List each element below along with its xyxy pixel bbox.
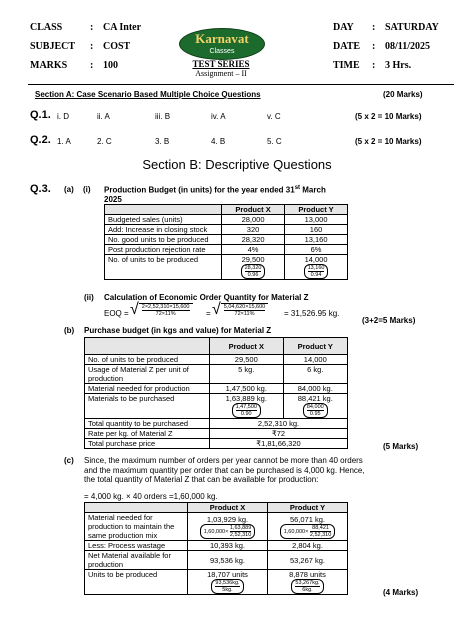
formula-denominator: 5kg. (222, 587, 233, 593)
table-cell: 28,320 (222, 235, 285, 245)
table-cell: Post production rejection rate (105, 245, 222, 255)
formula-denominator: 2,52,310 (229, 531, 252, 538)
formula-numerator: 88,421 (310, 525, 331, 532)
class-label: CLASS (30, 22, 63, 33)
c-paragraph: Since, the maximum number of orders per year cannot be more than 40 orders and the maximum quantity per order that can be purchased is 4,000 kg. Hence, the total quantity of Material Z that can be available for production: (84, 456, 365, 484)
table-header-cell: Product X (222, 205, 285, 215)
table-cell: Material needed for production (85, 384, 210, 394)
purchase-budget-title: Purchase budget (in kgs and value) for Material Z (84, 326, 272, 335)
table-row (85, 570, 348, 595)
table-cell: ₹1,81,66,320 (210, 439, 348, 449)
marks-label: MARKS (30, 60, 68, 71)
q1-answer: iii. B (155, 112, 171, 121)
b-marks: (5 Marks) (383, 442, 419, 451)
formula-denominator: 0.96 (247, 272, 259, 278)
purchase-value: 88,421 kg. (297, 394, 333, 403)
eoq-title: Calculation of Economic Order Quantity for Material Z (104, 293, 309, 302)
formula-fraction (230, 525, 251, 538)
table-cell: No. good units to be produced (105, 235, 222, 245)
table-cell: 2,52,310 kg. (210, 419, 348, 429)
q2-answer: 5. C (267, 137, 282, 146)
table-cell: 14,000 (283, 355, 347, 365)
class-value: CA Inter (103, 22, 142, 33)
table-cell: 93,536 kg. (188, 551, 268, 570)
table-cell: Add: Increase in closing stock (105, 225, 222, 235)
table-cell: Total purchase price (85, 439, 210, 449)
table-cell: Rate per kg. of Material Z (85, 429, 210, 439)
eoq-sqrt-2 (212, 302, 268, 320)
purchase-value: 1,63,889 kg. (225, 394, 267, 403)
table-cell: 10,393 kg. (188, 541, 268, 551)
date-value: 08/11/2025 (385, 41, 431, 52)
formula-bubble (280, 524, 336, 539)
table-header-row (85, 503, 348, 513)
subject-label: SUBJECT (30, 41, 76, 52)
table-header-row (85, 338, 348, 355)
table-header-cell (85, 338, 210, 355)
formula-numerator: 93,536kg. (215, 580, 240, 586)
class-colon: : (90, 22, 94, 33)
table-cell (268, 570, 348, 595)
sqrt-icon: √ (212, 301, 221, 318)
production-budget-title (104, 185, 326, 195)
q1-answer: iv. A (211, 112, 226, 121)
eoq-lhs: EOQ = (104, 309, 129, 318)
mix-value: 56,071 kg. (289, 514, 326, 524)
production-title-text: Production Budget (in units) for the year ended 31 (104, 185, 295, 195)
logo-subtitle: Classes (209, 48, 235, 55)
formula-denominator: 0.95 (309, 411, 321, 417)
day-label: DAY (333, 22, 354, 33)
q2-label: Q.2. (30, 134, 51, 146)
marks-value: 100 (103, 60, 118, 71)
date-label: DATE (333, 41, 361, 52)
table-cell: No. of units to be produced (85, 355, 210, 365)
table-cell: 29,500 (210, 355, 284, 365)
units-value: 29,500 (241, 255, 265, 264)
day-colon: : (372, 22, 376, 33)
subject-value: COST (103, 41, 131, 52)
table-cell: 6 kg. (283, 365, 347, 384)
part-ii-label: (ii) (84, 293, 94, 302)
q1-answer: i. D (57, 112, 69, 121)
section-a-title: Section A: Case Scenario Based Multiple Choice Questions (35, 90, 261, 99)
logo-title: Karnavat (195, 31, 249, 46)
table-header-cell: Product X (210, 338, 284, 355)
formula-numerator: 84,000 (306, 404, 324, 410)
units-value: 8,878 units (289, 570, 326, 579)
table-cell: 84,000 kg. (283, 384, 347, 394)
production-title-sup: st (294, 185, 301, 191)
table-cell: Usage of Material Z per unit of production (85, 365, 210, 384)
eoq-fraction-2 (221, 303, 268, 317)
eoq-denominator: 72×11% (155, 311, 176, 317)
table-cell: ₹72 (210, 429, 348, 439)
header-divider (28, 84, 454, 85)
q1-label: Q.1. (30, 109, 51, 121)
q1-answer: ii. A (97, 112, 110, 121)
table-header-cell: Product Y (283, 338, 347, 355)
marks-colon: : (90, 60, 94, 71)
table-cell: 320 (222, 225, 285, 235)
table-row (85, 355, 348, 365)
time-label: TIME (333, 60, 360, 71)
purchase-budget-table (84, 337, 348, 449)
table-cell: 160 (285, 225, 348, 235)
table-header-row (105, 205, 348, 215)
units-value: 18,707 units (207, 570, 248, 579)
sqrt-icon: √ (130, 301, 139, 318)
table-cell: Less: Process wastage (85, 541, 188, 551)
formula-numerator: 1,63,889 (229, 524, 252, 531)
c-calculation: = 4,000 kg. × 40 orders =1,60,000 kg. (84, 492, 218, 501)
time-colon: : (372, 60, 376, 71)
table-cell (210, 394, 284, 419)
q2-answer: 4. B (211, 137, 226, 146)
subject-colon: : (90, 41, 94, 52)
table-cell: Materials to be purchased (85, 394, 210, 419)
formula-numerator: 1,47,500 (235, 404, 257, 410)
section-b-title: Section B: Descriptive Questions (142, 157, 332, 172)
karnavat-logo (179, 28, 265, 60)
mix-value: 1,03,929 kg. (206, 514, 249, 524)
assignment-label: Assignment – II (195, 69, 247, 78)
table-row (105, 245, 348, 255)
table-row (85, 541, 348, 551)
table-header-cell: Product X (188, 503, 268, 513)
part-b-label: (b) (64, 326, 75, 335)
part-a-label: (a) (64, 185, 74, 194)
section-a-marks: (20 Marks) (383, 90, 423, 99)
table-row (105, 235, 348, 245)
part-c-label: (c) (64, 456, 74, 465)
q1-answer: v. C (267, 112, 281, 121)
material-mix-table (84, 502, 348, 595)
table-row (85, 384, 348, 394)
formula-denominator: 0.90 (240, 411, 252, 417)
table-cell: 28,000 (222, 215, 285, 225)
eoq-sqrt-1 (130, 302, 193, 320)
formula-multiplier: 1,60,000× (203, 528, 229, 535)
eoq-fraction-1 (139, 303, 193, 317)
table-cell (285, 255, 348, 280)
q2-answer: 1. A (57, 137, 71, 146)
table-cell (283, 394, 347, 419)
q2-answer: 2. C (97, 137, 112, 146)
units-value: 14,000 (304, 255, 328, 264)
production-budget-table (104, 204, 348, 280)
table-cell: Units to be produced (85, 570, 188, 595)
formula-numerator: 53,267kg. (295, 580, 320, 586)
table-cell: 2,804 kg. (268, 541, 348, 551)
formula-bubble (303, 403, 328, 418)
formula-numerator: 28,320 (244, 265, 262, 271)
formula-multiplier: 1,60,000× (283, 528, 309, 535)
table-header-cell (105, 205, 222, 215)
table-cell (188, 513, 268, 541)
eoq-result: = 31,526.95 kg. (284, 309, 340, 318)
table-row (85, 419, 348, 429)
q3-label: Q.3. (30, 183, 51, 195)
table-cell: Budgeted sales (units) (105, 215, 222, 225)
table-row (85, 394, 348, 419)
table-cell: 4% (222, 245, 285, 255)
part-i-label: (i) (83, 185, 91, 194)
formula-bubble (241, 264, 266, 279)
table-cell: No. of units to be produced (105, 255, 222, 280)
q2-answer: 3. B (155, 137, 170, 146)
c-marks: (4 Marks) (383, 588, 419, 597)
table-cell: 53,267 kg. (268, 551, 348, 570)
table-cell (188, 570, 268, 595)
q1-marks: (5 x 2 = 10 Marks) (355, 112, 422, 121)
production-title-month: March (302, 185, 326, 195)
formula-denominator: 6kg. (302, 587, 313, 593)
eoq-marks: (3+2=5 Marks) (362, 316, 416, 325)
table-cell: 13,160 (285, 235, 348, 245)
table-row (85, 513, 348, 541)
formula-bubble (291, 579, 323, 594)
table-header-cell (85, 503, 188, 513)
table-header-cell: Product Y (285, 205, 348, 215)
time-value: 3 Hrs. (385, 60, 412, 71)
table-header-cell: Product Y (268, 503, 348, 513)
series-title: TEST SERIES (192, 59, 250, 69)
table-row (105, 255, 348, 280)
day-value: SATURDAY (385, 22, 439, 33)
formula-fraction (310, 525, 331, 538)
formula-numerator: 13,160 (307, 265, 325, 271)
table-row (85, 551, 348, 570)
table-cell: Total quantity to be purchased (85, 419, 210, 429)
production-title-year: 2025 (104, 195, 122, 204)
date-colon: : (372, 41, 376, 52)
table-row (85, 429, 348, 439)
table-row (85, 439, 348, 449)
eoq-numerator: 2×2,52,310×15,600 (141, 304, 190, 310)
formula-bubble (232, 403, 261, 418)
table-cell: 1,47,500 kg. (210, 384, 284, 394)
table-cell: 5 kg. (210, 365, 284, 384)
table-cell: Material needed for production to maintain the same production mix (85, 513, 188, 541)
formula-bubble (211, 579, 243, 594)
formula-bubble (304, 264, 329, 279)
formula-bubble (200, 524, 256, 539)
eoq-equals: = (206, 309, 211, 318)
table-cell (268, 513, 348, 541)
table-cell: 13,000 (285, 215, 348, 225)
table-row (105, 225, 348, 235)
table-cell (222, 255, 285, 280)
table-row (105, 215, 348, 225)
eoq-denominator: 72×11% (234, 311, 255, 317)
table-cell: 6% (285, 245, 348, 255)
table-row (85, 365, 348, 384)
eoq-numerator: 5,04,620×15,600 (223, 304, 266, 310)
table-cell: Net Material available for production (85, 551, 188, 570)
q2-marks: (5 x 2 = 10 Marks) (355, 137, 422, 146)
formula-denominator: 0.94 (310, 272, 322, 278)
formula-denominator: 2,52,310 (309, 531, 332, 538)
